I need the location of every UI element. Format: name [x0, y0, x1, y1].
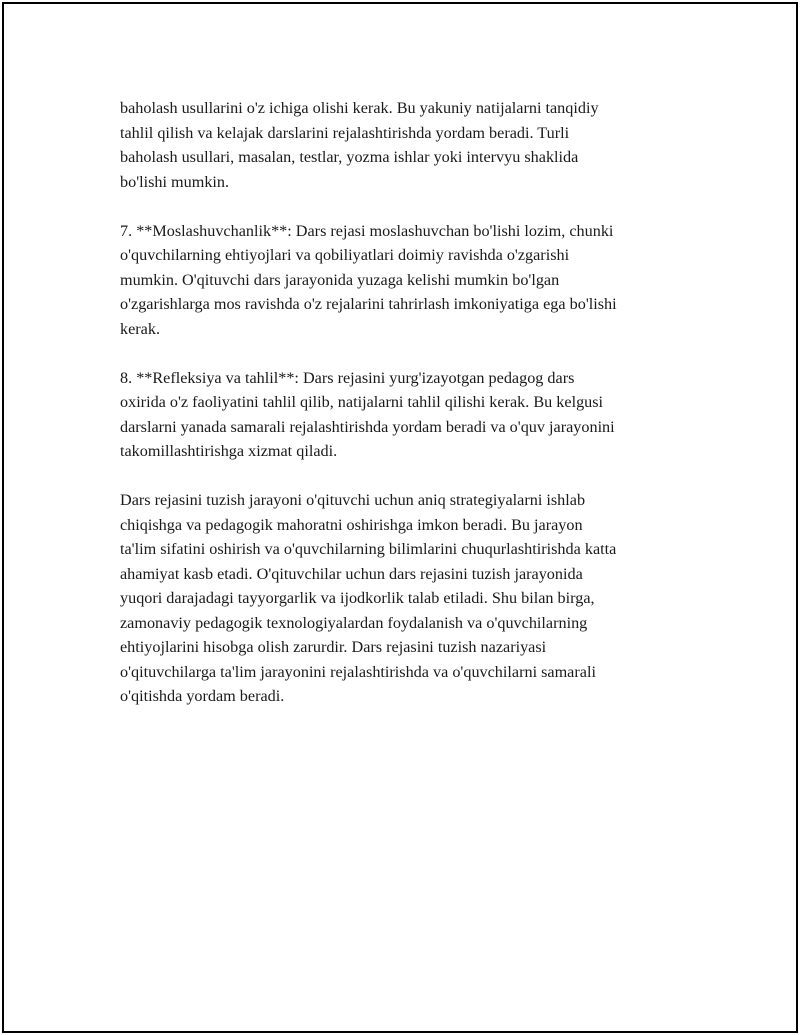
paragraph-flexibility	[120, 219, 700, 342]
document-page	[2, 2, 798, 1033]
text-line: ta'lim sifatini oshirish va o'quvchilarning bilimlarini chuqurlashtirishda katta	[120, 540, 617, 558]
text-line: oxirida o'z faoliyatini tahlil qilib, natijalarni tahlil qilishi kerak. Bu kelgusi	[120, 393, 604, 411]
text-line: baholash usullari, masalan, testlar, yozma ishlar yoki intervyu shaklida	[120, 148, 579, 166]
text-line: takomillashtirishga xizmat qiladi.	[120, 442, 338, 460]
text-line: zamonaviy pedagogik texnologiyalardan foydalanish va o'quvchilarning	[120, 613, 588, 632]
text-line: baholash usullarini o'z ichiga olishi kerak. Bu yakuniy natijalarni tanqidiy	[120, 99, 599, 117]
text-line: ahamiyat kasb etadi. O'qituvchilar uchun dars rejasini tuzish jarayonida	[120, 564, 583, 583]
text-line: bo'lishi mumkin.	[120, 172, 230, 191]
text-line: kerak.	[120, 319, 160, 338]
text-line: mumkin. O'qituvchi dars jarayonida yuzaga kelishi mumkin bo'lgan	[120, 270, 560, 289]
text-line: Dars rejasini tuzish jarayoni o'qituvchi uchun aniq strategiyalarni ishlab	[120, 491, 586, 509]
text-line: darslarni yanada samarali rejalashtirishda yordam beradi va o'quv jarayonini	[120, 417, 615, 436]
text-line: 7. **Moslashuvchanlik**: Dars rejasi moslashuvchan bo'lishi lozim, chunki	[120, 221, 614, 240]
text-line: o'zgarishlarga mos ravishda o'z rejalarini tahrirlash imkoniyatiga ega bo'lishi	[120, 295, 617, 313]
text-line: tahlil qilish va kelajak darslarini rejalashtirishda yordam beradi. Turli	[120, 123, 570, 142]
paragraph-conclusion	[120, 488, 700, 709]
text-line: o'quvchilarning ehtiyojlari va qobiliyatlari doimiy ravishda o'zgarishi	[120, 246, 570, 264]
paragraph-reflection	[120, 366, 700, 464]
text-line: o'qituvchilarga ta'lim jarayonini rejalashtirishda va o'quvchilarni samarali	[120, 662, 596, 681]
text-line: yuqori darajadagi tayyorgarlik va ijodkorlik talab etiladi. Shu bilan birga,	[120, 589, 595, 607]
text-line: o'qitishda yordam beradi.	[120, 687, 285, 705]
document-body	[120, 96, 700, 733]
text-line: ehtiyojlarini hisobga olish zarurdir. Dars rejasini tuzish nazariyasi	[120, 638, 547, 656]
paragraph-assessment	[120, 96, 700, 194]
text-line: chiqishga va pedagogik mahoratni oshirishga imkon beradi. Bu jarayon	[120, 515, 583, 534]
text-line: 8. **Refleksiya va tahlil**: Dars rejasini yurg'izayotgan pedagog dars	[120, 368, 575, 387]
